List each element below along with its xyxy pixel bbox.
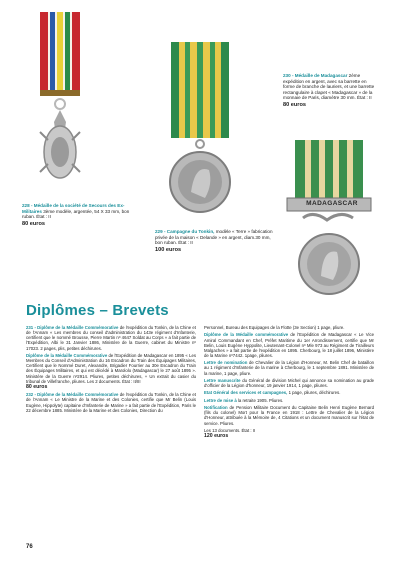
caption-228-number: 228 bbox=[22, 203, 30, 208]
services-record-heading: Etat Général des services et campagnes, bbox=[204, 390, 288, 396]
medal-230-image bbox=[283, 140, 373, 310]
medal-228-image bbox=[36, 12, 86, 202]
handwritten-letter-body: du Général de division Michel qui annonce sa nomination au grade d'officier de la Légion d'honneur, 19 janvier 1914, 1 page, pliures. bbox=[204, 377, 374, 389]
services-record bbox=[204, 390, 374, 395]
letter-nomination-heading: Lettre de nomination bbox=[204, 360, 248, 366]
diploma-madagascar-belin-body: de l'Expédition de Madagascar « Le Vice Amiral Commandant en Chef, Préfet Maritime du 1er Arrondissement, certifie que Mr Belin, Louis Eugène Hyppolite, Lieutenant-Colonel nº Mle 973 au Régiment de Tirailleurs Malgaches » a fait partie de l'expédition en 1895. Cherbourg, le 18 juillet 1896, Ministère de la Marine nº7442. 1page, pliures. bbox=[204, 332, 374, 358]
caption-228-title: Médaille de la société de Secours des Ex-Militaires bbox=[22, 203, 125, 214]
lot-madagascar-price: 80 euros bbox=[26, 383, 48, 390]
diploma-madagascar-belin-heading: Diplôme de la Médaille commémorative bbox=[204, 332, 289, 338]
caption-229-desc: modèle « Terre » fabrication privée de la maison « Delande » en argent, diam.30 mm, bon ruban. État : II bbox=[155, 229, 273, 246]
caption-229: 229 - Campagne du Tonkin, modèle « Terre » fabrication privée de la maison « Delande » en argent, diam.30 mm, bon ruban. État : II 100 euros bbox=[155, 229, 275, 253]
letter-nomination-body: de Chevalier de la Légion d'Honneur, M. Belin Chef de bataillon au 1 régiment d'Infanterie de la marine à Cherbourg, le 1 septembre 1891. Ministère de la marine, 1 page, pliure. bbox=[204, 360, 374, 376]
services-record-body: 1 page, pliures, déchirures. bbox=[288, 390, 341, 396]
medal-229-image bbox=[165, 42, 235, 232]
lot-232-heading: 232 - Diplôme de la Médaille Commémorative bbox=[26, 392, 119, 398]
madagascar-bar-label: MADAGASCAR bbox=[306, 200, 358, 207]
caption-228-desc: 3ème modèle, argentée, 54 X 33 mm, bon ruban. État : II bbox=[22, 208, 130, 220]
documents-total bbox=[204, 428, 374, 439]
letter-nomination bbox=[204, 360, 374, 375]
lot-madagascar-heading: Diplôme de la Médaille Commémorative bbox=[26, 352, 108, 358]
lot-232-body: de l'expédition du Tonkin, de la Chine et de l'Annam « Le Ministre de la Marine et des Colonies, certifie que Mr Belin (Louis Eugène, Hippolyte) capitaine d'Infanterie de Marine » a fait partie de l'Expédition, Paris le 22 décembre 1885. Ministère de la Marine et des Colonies, Direction du bbox=[26, 392, 196, 413]
diploma-madagascar-belin bbox=[204, 332, 374, 358]
handwritten-letter bbox=[204, 378, 374, 388]
section-title: Diplômes – Brevets bbox=[26, 302, 169, 319]
caption-230-desc: 2ème expédition en argent, avec sa barrette en forme de branche de lauriers, et une barrette rectangulaire à clapet « Madagascar » de la monnaie de Paris, diamètre 30 mm. État : II bbox=[283, 73, 375, 101]
caption-230-price: 80 euros bbox=[283, 101, 307, 108]
documents-total-text: Les 13 documents. État : II bbox=[204, 427, 256, 433]
lot-231-heading: 231 - Diplôme de la Médaille Commémorative bbox=[26, 325, 119, 330]
pension-notification-heading: Notification bbox=[204, 405, 228, 411]
continued-text: Personnel, Bureau des Equipages de la Flotte (3e Section) 1 page, pliure. bbox=[204, 325, 345, 330]
pension-notification bbox=[204, 405, 374, 426]
caption-229-title: Campagne du Tonkin, bbox=[166, 229, 215, 234]
caption-228-price: 80 euros bbox=[22, 220, 46, 227]
pension-notification-body: de Pension Militaire Document du Capitaine Belin Henri Eugène Bernard (fils du colonel) Mort pour la France en 1918 : Lettre de Chevalier de la Légion d'Honneur, attribuée à la Mémoire de, 4 Citations et un document manuscrit sur l'état de service. Pliures. bbox=[204, 405, 375, 426]
lot-231 bbox=[26, 325, 196, 351]
retirement-letter-body: la retraite 1905. Pliures. bbox=[237, 397, 284, 403]
handwritten-letter-heading: Lettre manuscrite bbox=[204, 377, 241, 383]
retirement-letter-heading: Lettre de mise à bbox=[204, 397, 237, 403]
caption-229-number: 229 bbox=[155, 229, 163, 234]
caption-229-price: 100 euros bbox=[155, 246, 182, 253]
caption-230-title: Médaille de Madagascar bbox=[294, 73, 348, 78]
right-column bbox=[204, 325, 374, 441]
lot-madagascar-diploma bbox=[26, 353, 196, 390]
lot-madagascar-body: de l'Expédition de Madagascar en 1895 « Les Membres du Conseil d'Administration du 16 Escadron du Train des Équipages Militaires, Certifient que le Nommé Duret, Alexandre, Brigadier Fourrier au 30e Escadron du Train des Équipages Militaires, et qui est décédé à Marololo (Madagascar) le 27 août 1895 ». Ministère de la Guerre nº2914. Pliures, petites déchirures, + Un extrait du casier du tribunal de Villefranche, pliures. Les 2 documents. État : II/III bbox=[26, 352, 196, 384]
page-number: 76 bbox=[26, 544, 33, 550]
lot-231-body: de l'expédition du Tonkin, de la Chine et de l'Annam « Les membres du conseil d'administration du 143e régiment d'Infanterie, certifient que le nommé Brousse, Pierre Martin nº 4647 Soldat au Corps » a fait partie de l'Expédition, Albi le 31 Janvier 1886, Ministère de la Guerre, cabinet du Ministre nº 17023. 2 pages, plis, petites déchirures. bbox=[26, 325, 196, 351]
caption-230-number: 230 bbox=[283, 73, 291, 78]
documents-total-price: 120 euros bbox=[204, 433, 229, 440]
caption-228: 228 - Médaille de la société de Secours des Ex-Militaires 3ème modèle, argentée, 54 X 33 mm, bon ruban. État : II 80 euros bbox=[22, 203, 142, 227]
lot-232 bbox=[26, 392, 196, 413]
caption-230: 230 - Médaille de Madagascar 2ème expédition en argent, avec sa barrette en forme de branche de lauriers, et une barrette rectangulaire à clapet « Madagascar » de la monnaie de Paris, diamètre 30 mm. État : II 80 euros bbox=[283, 73, 379, 109]
left-column bbox=[26, 325, 196, 415]
retirement-letter bbox=[204, 398, 374, 403]
